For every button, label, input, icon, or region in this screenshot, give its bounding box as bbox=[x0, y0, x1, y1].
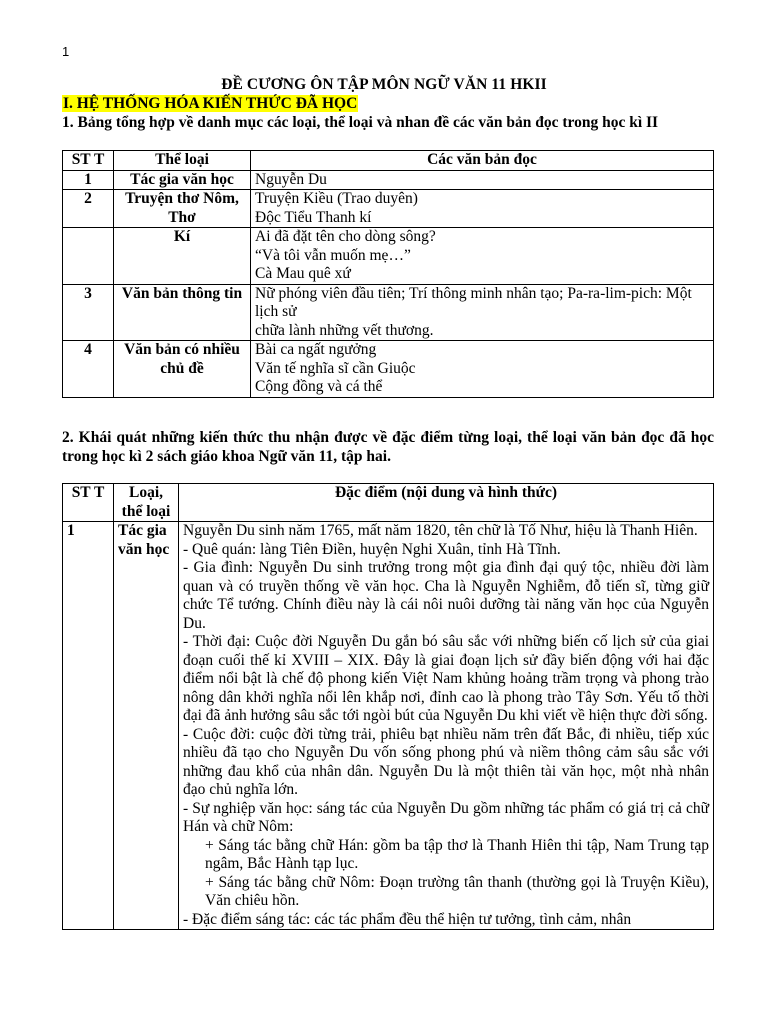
genre-summary-table bbox=[62, 150, 714, 398]
row-stt: 1 bbox=[63, 170, 114, 190]
text-item: Truyện Kiều (Trao duyên) bbox=[255, 190, 418, 207]
text-item: “Và tôi vẫn muốn mẹ…” bbox=[255, 246, 411, 264]
header-stt: ST T bbox=[63, 484, 114, 522]
section-heading bbox=[62, 95, 358, 113]
table-row bbox=[63, 190, 714, 228]
header-texts: Các văn bản đọc bbox=[251, 151, 714, 171]
row-genre: Văn bản thông tin bbox=[114, 284, 251, 341]
header-genre: Loại, thể loại bbox=[114, 484, 179, 522]
paragraph: - Cuộc đời: cuộc đời từng trải, phiêu bạt nhiều năm trên đất Bắc, đi nhiều, tiếp xúc nhiều đã tạo cho Nguyễn Du vốn sống phong phú và niềm thông cảm sâu sắc với những đau khổ của nhân dân. Nguyễn Du là một thiên tài văn học, một nhà nhân đạo chủ nghĩa lớn. bbox=[183, 725, 709, 798]
row-genre: Tác gia văn học bbox=[114, 522, 179, 930]
subheading-2: 2. Khái quát những kiến thức thu nhận được về đặc điểm từng loại, thể loại văn bản đọc đã học trong học kì 2 sách giáo khoa Ngữ văn 11, tập hai. bbox=[62, 429, 714, 465]
document-title: ĐỀ CƯƠNG ÔN TẬP MÔN NGỮ VĂN 11 HKII bbox=[221, 76, 547, 93]
row-stt: 3 bbox=[63, 284, 114, 341]
row-stt: 4 bbox=[63, 341, 114, 398]
text-item: Cộng đồng và cá thể bbox=[255, 378, 383, 395]
table-header-row bbox=[63, 151, 714, 171]
table-row bbox=[63, 522, 714, 930]
text-item: Nữ phóng viên đầu tiên; Trí thông minh nhân tạo; Pa-ra-lim-pich: Một lịch sử bbox=[255, 284, 692, 320]
header-stt: ST T bbox=[63, 151, 114, 171]
text-item: chữa lành những vết thương. bbox=[255, 321, 434, 339]
paragraph: - Quê quán: làng Tiên Điền, huyện Nghi Xuân, tỉnh Hà Tĩnh. bbox=[183, 540, 561, 558]
subheading-1: 1. Bảng tổng hợp về danh mục các loại, thể loại và nhan đề các văn bản đọc trong học kì II bbox=[62, 114, 659, 131]
row-texts bbox=[251, 190, 714, 228]
paragraph: + Sáng tác bằng chữ Hán: gồm ba tập thơ là Thanh Hiên thi tập, Nam Trung tạp ngâm, Bắc Hành tạp lục. bbox=[205, 836, 709, 872]
row-genre: Văn bản có nhiều chủ đề bbox=[114, 341, 251, 398]
paragraph: + Sáng tác bằng chữ Nôm: Đoạn trường tân thanh (thường gọi là Truyện Kiều), Văn chiêu hồn. bbox=[205, 873, 709, 909]
paragraph: - Đặc điểm sáng tác: các tác phẩm đều thể hiện tư tưởng, tình cảm, nhân bbox=[183, 910, 632, 928]
text-item: Cà Mau quê xứ bbox=[255, 265, 351, 282]
row-genre: Truyện thơ Nôm, Thơ bbox=[114, 190, 251, 228]
section-heading-highlight: I. HỆ THỐNG HÓA KIẾN THỨC ĐÃ HỌC bbox=[63, 95, 358, 112]
header-genre: Thể loại bbox=[114, 151, 251, 171]
row-texts bbox=[251, 228, 714, 285]
row-texts bbox=[251, 284, 714, 341]
text-item: Độc Tiểu Thanh kí bbox=[255, 208, 372, 226]
row-genre: Tác gia văn học bbox=[114, 170, 251, 190]
row-texts bbox=[251, 170, 714, 190]
row-texts bbox=[251, 341, 714, 398]
text-item: Bài ca ngất ngưởng bbox=[255, 341, 377, 358]
row-stt: 2 bbox=[63, 190, 114, 228]
paragraph: - Thời đại: Cuộc đời Nguyễn Du gắn bó sâu sắc với những biến cố lịch sử của giai đoạn cuối thế kỉ XVIII – XIX. Đây là giai đoạn lịch sử đầy biến động với hai đặc điểm nổi bật là chế độ phong kiến Việt Nam khủng hoảng trầm trọng và phong trào nông dân khởi nghĩa nổi lên khắp nơi, đỉnh cao là phong trào Tây Sơn. Yếu tố thời đại đã ảnh hưởng sâu sắc tới ngòi bút của Nguyễn Du khi viết về hiện thực đời sống. bbox=[183, 633, 709, 724]
header-characteristics: Đặc điểm (nội dung và hình thức) bbox=[179, 484, 714, 522]
row-stt: 1 bbox=[63, 522, 114, 930]
text-item: Ai đã đặt tên cho dòng sông? bbox=[255, 228, 436, 245]
table-row bbox=[63, 228, 714, 285]
characteristics-table bbox=[62, 483, 714, 930]
table-row bbox=[63, 341, 714, 398]
page-number: 1 bbox=[62, 44, 70, 59]
row-genre: Kí bbox=[114, 228, 251, 285]
paragraph: - Sự nghiệp văn học: sáng tác của Nguyễn Du gồm những tác phẩm có giá trị cả chữ Hán và chữ Nôm: bbox=[183, 799, 709, 835]
paragraph: Nguyễn Du sinh năm 1765, mất năm 1820, tên chữ là Tố Như, hiệu là Thanh Hiên. bbox=[183, 522, 698, 539]
table-row bbox=[63, 170, 714, 190]
row-stt bbox=[63, 228, 114, 285]
text-item: Nguyễn Du bbox=[255, 170, 327, 188]
table-row bbox=[63, 284, 714, 341]
table-header-row bbox=[63, 484, 714, 522]
paragraph: - Gia đình: Nguyễn Du sinh trưởng trong một gia đình đại quý tộc, nhiều đời làm quan và có truyền thống về văn học. Cha là Nguyễn Nghiễm, đỗ tiến sĩ, từng giữ chức Tể tướng. Chính điều này là cái nôi nuôi dưỡng tài năng văn học của Nguyễn Du. bbox=[183, 559, 709, 632]
row-characteristics bbox=[179, 522, 714, 930]
text-item: Văn tế nghĩa sĩ cần Giuộc bbox=[255, 359, 416, 377]
